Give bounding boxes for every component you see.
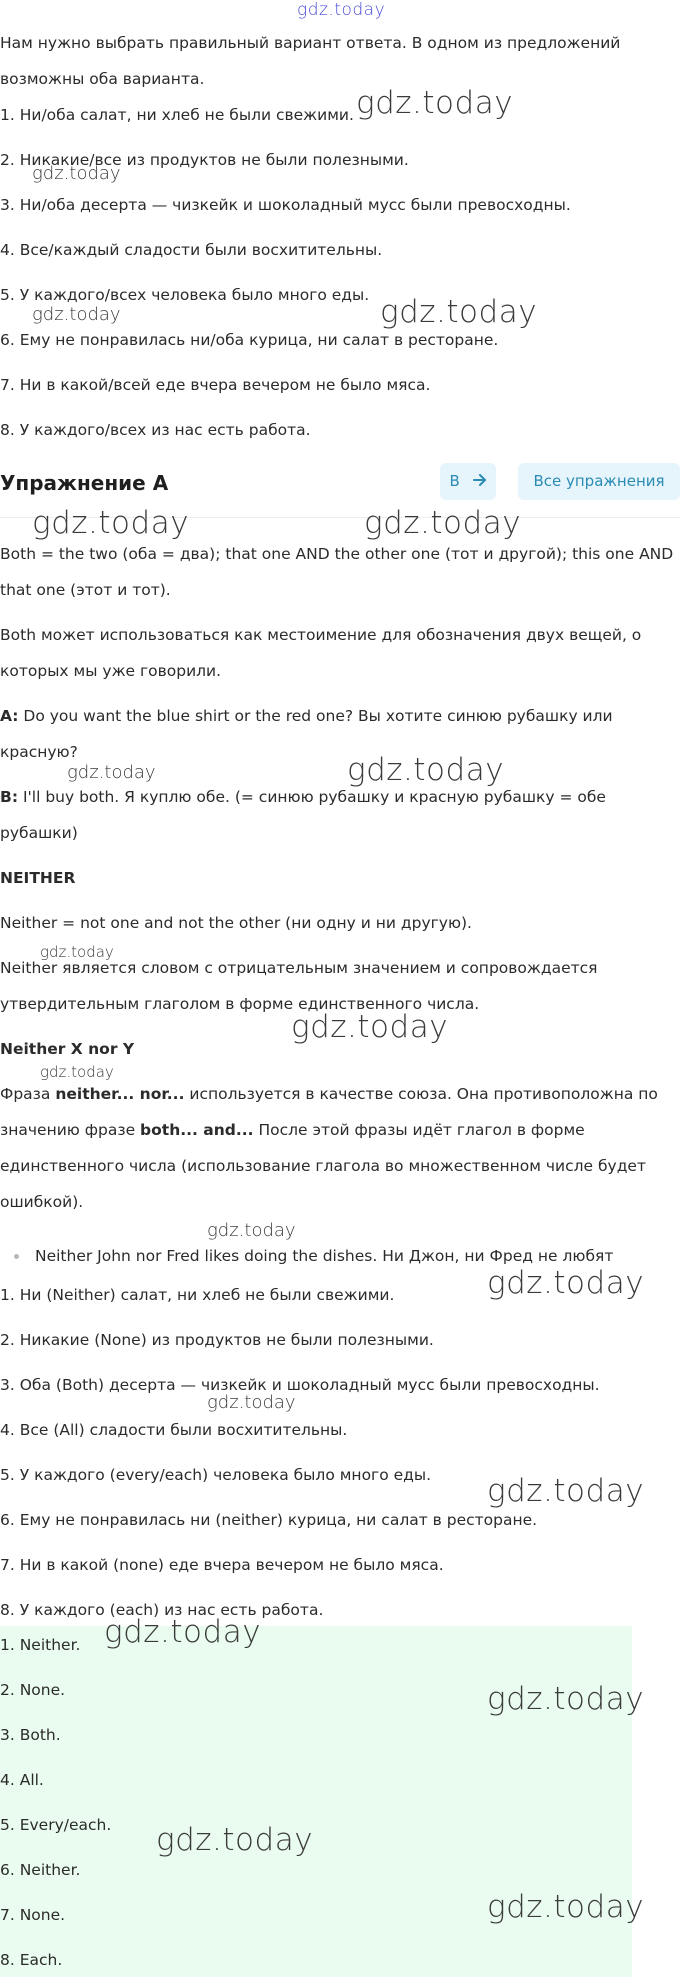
neither-nor-text-3: единственного числа (использование глагола во множественном числе будет <box>0 1157 646 1175</box>
both-definition-2: that one (этот и тот). <box>0 581 171 599</box>
intro-line-2: возможны оба варианта. <box>0 70 205 88</box>
nn-2a: значению фразе <box>0 1121 141 1139</box>
nn-1c: используется в качестве союза. Она противоположна по <box>184 1085 658 1103</box>
translated-item-1: 1. Ни (Neither) салат, ни хлеб не были свежими. <box>0 1286 395 1304</box>
dialog-b-label: B: <box>0 788 19 806</box>
translated-item-8: 8. У каждого (each) из нас есть работа. <box>0 1601 324 1619</box>
watermark: gdz.today <box>487 1889 645 1925</box>
neither-nor-heading: Neither X nor Y <box>0 1040 135 1058</box>
watermark: gdz.today <box>32 163 121 184</box>
next-exercise-label: B <box>449 472 460 490</box>
translated-item-6: 6. Ему не понравилась ни (neither) курица, ни салат в ресторане. <box>0 1511 538 1529</box>
watermark: gdz.today <box>32 304 121 325</box>
dialog-a-2: красную? <box>0 743 78 761</box>
exercise-item-1: 1. Ни/оба салат, ни хлеб не были свежими. <box>0 106 354 124</box>
answer-6: 6. Neither. <box>0 1861 81 1879</box>
translated-item-7: 7. Ни в какой (none) еде вчера вечером не было мяса. <box>0 1556 444 1574</box>
exercise-item-3: 3. Ни/оба десерта — чизкейк и шоколадный мусс были превосходны. <box>0 196 571 214</box>
top-watermark: gdz.today <box>297 0 386 20</box>
dialog-b-1 <box>0 786 606 808</box>
nn-1b: neither... nor... <box>55 1085 185 1103</box>
answer-8: 8. Each. <box>0 1951 63 1969</box>
neither-nor-text-1 <box>0 1083 658 1105</box>
arrow-right-icon <box>473 463 487 500</box>
neither-usage-2: утвердительным глаголом в форме единственного числа. <box>0 995 480 1013</box>
answer-2: 2. None. <box>0 1681 66 1699</box>
both-usage-2: которых мы уже говорили. <box>0 662 222 680</box>
watermark: gdz.today <box>40 1063 114 1081</box>
answer-4: 4. All. <box>0 1771 44 1789</box>
watermark: gdz.today <box>356 85 514 121</box>
exercise-item-7: 7. Ни в какой/всей еде вчера вечером не было мяса. <box>0 376 431 394</box>
neither-usage-1: Neither является словом с отрицательным значением и сопровождается <box>0 959 598 977</box>
watermark: gdz.today <box>364 505 522 541</box>
watermark: gdz.today <box>487 1681 645 1717</box>
dialog-b-2: рубашки) <box>0 824 78 842</box>
both-usage-1: Both может использоваться как местоимение для обозначения двух вещей, о <box>0 626 642 644</box>
answer-7: 7. None. <box>0 1906 66 1924</box>
translated-item-5: 5. У каждого (every/each) человека было много еды. <box>0 1466 432 1484</box>
watermark: gdz.today <box>207 1220 296 1241</box>
neither-heading: NEITHER <box>0 869 76 887</box>
answer-5: 5. Every/each. <box>0 1816 112 1834</box>
watermark: gdz.today <box>487 1265 645 1301</box>
all-exercises-button[interactable]: Все упражнения <box>518 463 680 500</box>
exercise-item-5: 5. У каждого/всех человека было много еды. <box>0 286 370 304</box>
neither-nor-text-4: ошибкой). <box>0 1193 84 1211</box>
answer-1: 1. Neither. <box>0 1636 81 1654</box>
watermark: gdz.today <box>40 943 114 961</box>
watermark: gdz.today <box>32 505 190 541</box>
watermark: gdz.today <box>67 762 156 783</box>
exercise-item-8: 8. У каждого/всех из нас есть работа. <box>0 421 311 439</box>
nn-2b: both... and... <box>140 1121 254 1139</box>
translated-item-2: 2. Никакие (None) из продуктов не были полезными. <box>0 1331 434 1349</box>
section-divider <box>0 517 680 518</box>
watermark: gdz.today <box>291 1009 449 1045</box>
watermark: gdz.today <box>347 752 505 788</box>
example-sentence: Neither John nor Fred likes doing the dishes. Ни Джон, ни Фред не любят <box>35 1247 614 1265</box>
watermark: gdz.today <box>156 1822 314 1858</box>
dialog-a-1 <box>0 705 613 727</box>
neither-nor-text-2 <box>0 1119 585 1141</box>
exercise-item-4: 4. Все/каждый сладости были восхитительны. <box>0 241 383 259</box>
bullet-icon <box>14 1254 19 1259</box>
section-title: Упражнение A <box>0 471 169 495</box>
intro-line-1: Нам нужно выбрать правильный вариант ответа. В одном из предложений <box>0 34 621 52</box>
dialog-b-text: I'll buy both. Я куплю обе. (= синюю рубашку и красную рубашку = обе <box>18 788 606 806</box>
both-definition-1: Both = the two (оба = два); that one AND the other one (тот и другой); this one AND <box>0 545 674 563</box>
watermark: gdz.today <box>207 1392 296 1413</box>
exercise-item-6: 6. Ему не понравилась ни/оба курица, ни салат в ресторане. <box>0 331 499 349</box>
dialog-a-label: A: <box>0 707 19 725</box>
watermark: gdz.today <box>487 1473 645 1509</box>
nn-1a: Фраза <box>0 1085 56 1103</box>
answer-3: 3. Both. <box>0 1726 61 1744</box>
translated-item-3: 3. Оба (Both) десерта — чизкейк и шоколадный мусс были превосходны. <box>0 1376 600 1394</box>
next-exercise-button[interactable] <box>440 463 496 500</box>
watermark: gdz.today <box>104 1614 262 1650</box>
watermark: gdz.today <box>380 294 538 330</box>
translated-item-4: 4. Все (All) сладости были восхитительны. <box>0 1421 348 1439</box>
answers-panel <box>0 1626 632 1977</box>
dialog-a-text: Do you want the blue shirt or the red one? Вы хотите синюю рубашку или <box>18 707 613 725</box>
neither-definition: Neither = not one and not the other (ни одну и ни другую). <box>0 914 472 932</box>
exercise-item-2: 2. Никакие/все из продуктов не были полезными. <box>0 151 409 169</box>
nn-2c: После этой фразы идёт глагол в форме <box>253 1121 585 1139</box>
